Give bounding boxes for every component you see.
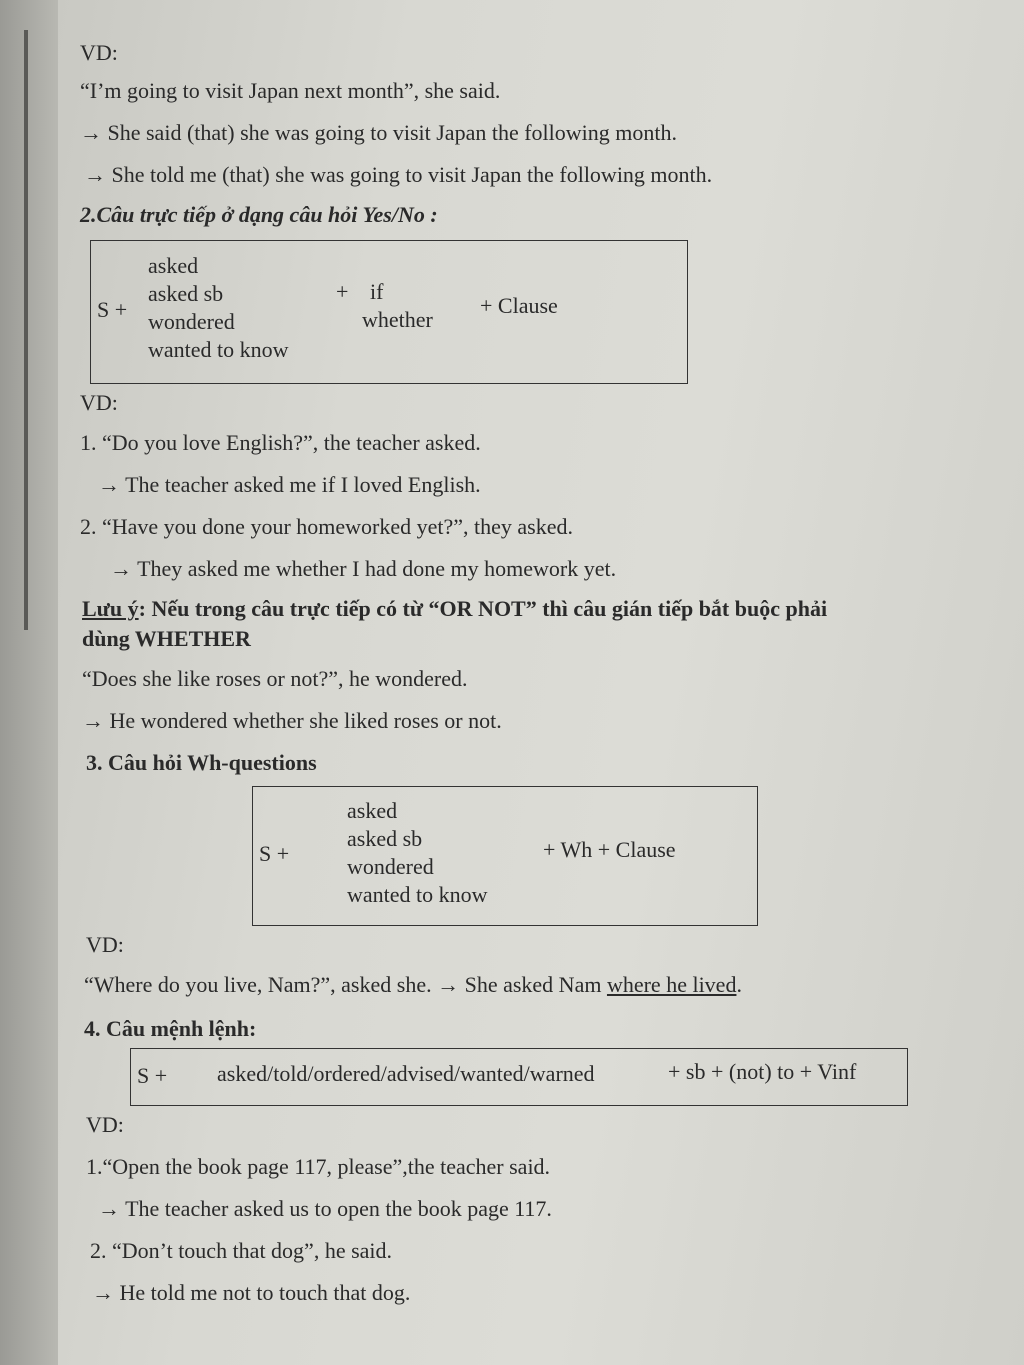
- note-line: [82, 596, 827, 622]
- yesno-verb: asked sb: [148, 281, 224, 306]
- yesno-if: if: [370, 279, 384, 304]
- sec1-answer2: → She told me (that) she was going to visit Japan the following month.: [84, 162, 713, 187]
- imperative-tail: + sb + (not) to + Vinf: [668, 1059, 857, 1084]
- wh-example-underlined: where he lived: [606, 972, 737, 997]
- wh-example: [84, 972, 742, 998]
- yesno-verb: wondered: [148, 309, 235, 334]
- yesno-verb: wanted to know: [148, 337, 289, 362]
- vd-label: VD:: [86, 932, 124, 957]
- page-edge-shadow: [24, 30, 28, 630]
- yesno-example-question: 1. “Do you love English?”, the teacher asked.: [80, 430, 481, 455]
- note-example: “Does she like roses or not?”, he wondered.: [82, 666, 468, 691]
- vd-label: VD:: [80, 390, 118, 415]
- sec4-heading: 4. Câu mệnh lệnh:: [84, 1016, 257, 1041]
- note-text-line2: dùng WHETHER: [82, 626, 251, 651]
- yesno-verb: asked: [148, 253, 199, 278]
- note-text: : Nếu trong câu trực tiếp có từ “OR NOT” thì câu gián tiếp bắt buộc phải: [138, 596, 828, 621]
- sec1-answer1: → She said (that) she was going to visit Japan the following month.: [80, 120, 677, 145]
- note-answer: → He wondered whether she liked roses or not.: [82, 708, 502, 733]
- wh-formula-box: [252, 786, 758, 926]
- wh-verb: asked sb: [347, 826, 423, 851]
- imperative-example-answer: → He told me not to touch that dog.: [92, 1280, 411, 1305]
- wh-example-text: “Where do you live, Nam?”, asked she. → She asked Nam: [84, 972, 607, 997]
- sec3-heading: 3. Câu hỏi Wh-questions: [86, 750, 317, 775]
- wh-verb: wanted to know: [347, 882, 488, 907]
- yesno-clause: + Clause: [480, 293, 558, 318]
- vd-label: VD:: [86, 1112, 124, 1137]
- underlying-page: [0, 0, 58, 1365]
- yesno-example-question: 2. “Have you done your homeworked yet?”, they asked.: [80, 514, 574, 539]
- yesno-example-answer: → They asked me whether I had done my homework yet.: [110, 556, 617, 581]
- wh-verb: wondered: [347, 854, 434, 879]
- imperative-subject: S +: [137, 1063, 168, 1088]
- imperative-example-question: 2. “Don’t touch that dog”, he said.: [90, 1238, 393, 1263]
- sec2-heading: 2.Câu trực tiếp ở dạng câu hỏi Yes/No :: [80, 202, 438, 227]
- yesno-example-answer: → The teacher asked me if I loved English.: [98, 472, 481, 497]
- imperative-verbs: asked/told/ordered/advised/wanted/warned: [217, 1061, 595, 1086]
- wh-subject: S +: [259, 841, 290, 866]
- imperative-example-question: 1.“Open the book page 117, please”,the teacher said.: [86, 1154, 551, 1179]
- yesno-plus: +: [336, 279, 349, 304]
- yesno-subject: S +: [97, 297, 128, 322]
- wh-clause: + Wh + Clause: [543, 837, 676, 862]
- imperative-example-answer: → The teacher asked us to open the book page 117.: [98, 1196, 552, 1221]
- yesno-whether: whether: [362, 307, 433, 332]
- wh-example-end: .: [736, 972, 742, 997]
- note-label: Lưu ý: [82, 596, 139, 621]
- sec1-example: “I’m going to visit Japan next month”, she said.: [80, 78, 501, 103]
- wh-verb: asked: [347, 798, 398, 823]
- vd-label: VD:: [80, 40, 118, 65]
